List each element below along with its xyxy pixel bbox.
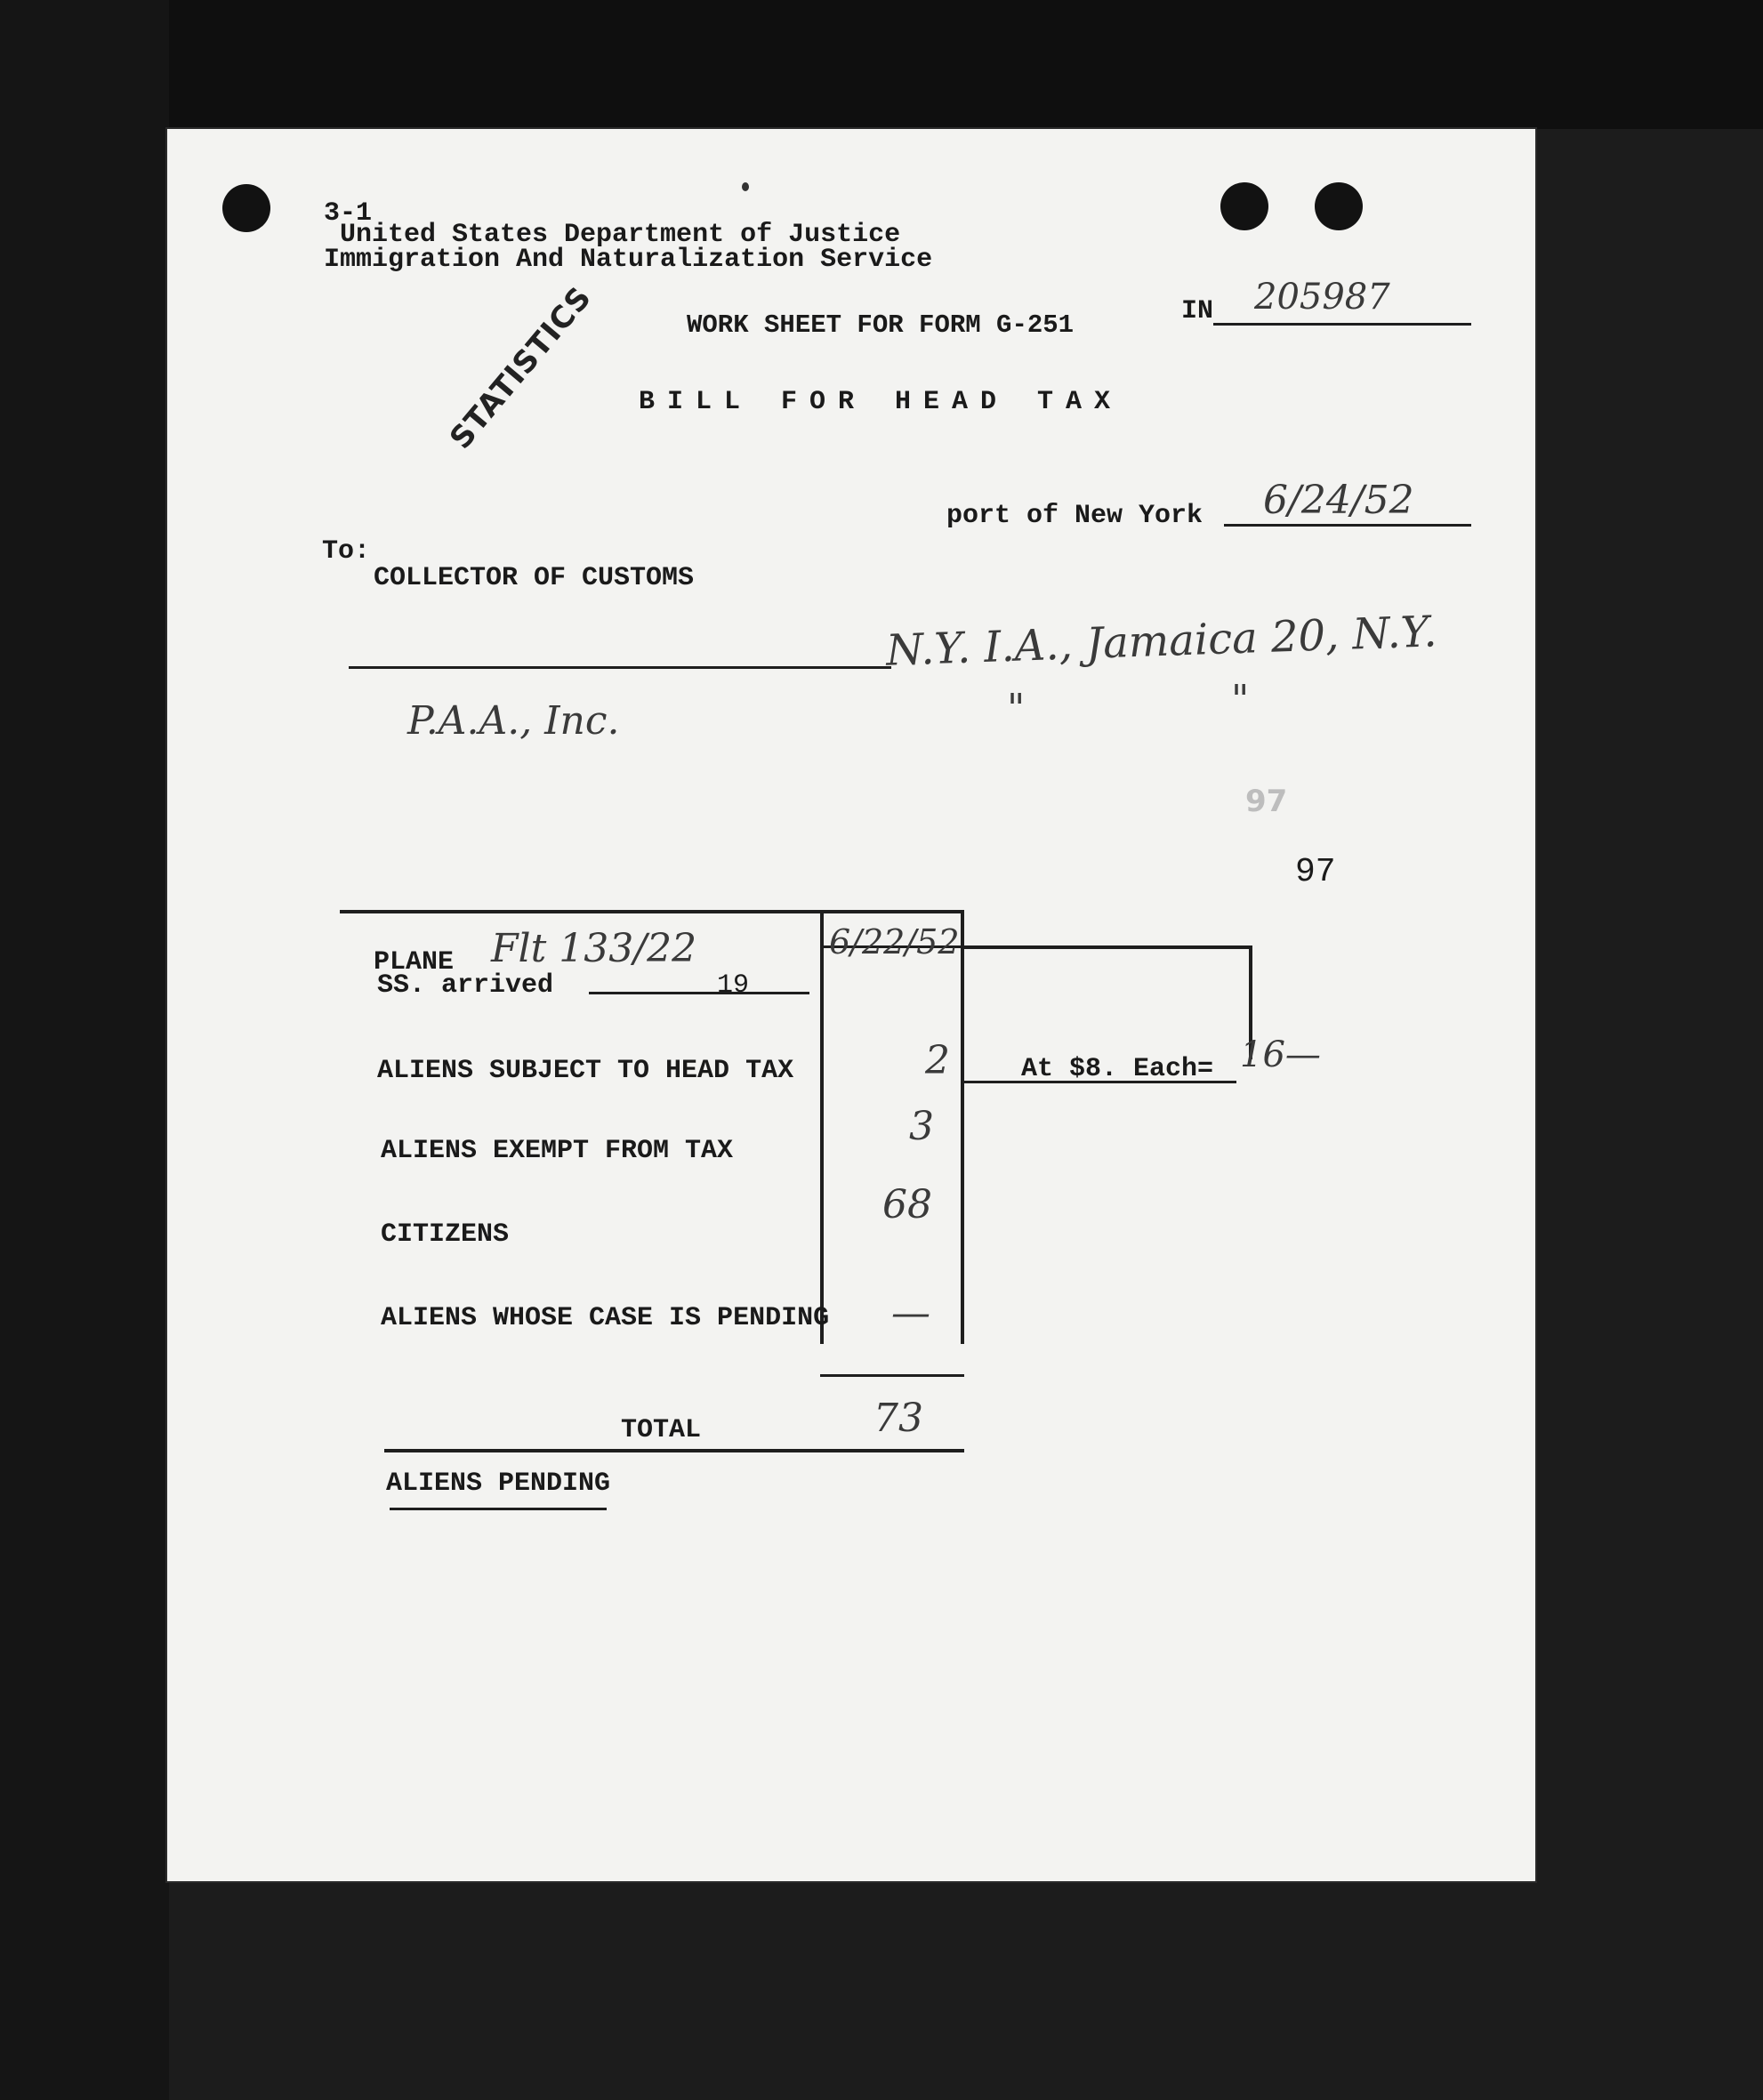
punch-hole-left [222, 184, 270, 232]
row-aliens-subject-label: ALIENS SUBJECT TO HEAD TAX [377, 1056, 794, 1086]
ink-dot [742, 182, 749, 191]
table-top-rule [340, 910, 962, 913]
rate-label: At $8. Each= [1021, 1054, 1214, 1084]
statistics-stamp: STATISTICS [443, 279, 600, 456]
worksheet-title: WORK SHEET FOR FORM G-251 [687, 310, 1075, 340]
plane-flight: Flt 133/22 [491, 926, 697, 971]
form-code: 3-1 [324, 198, 373, 229]
ss-underline [589, 992, 809, 994]
row-aliens-exempt-label: ALIENS EXEMPT FROM TAX [381, 1136, 734, 1166]
port-date: 6/24/52 [1263, 478, 1414, 523]
row-aliens-exempt-value: 3 [909, 1104, 934, 1149]
punch-hole-right-1 [1220, 182, 1268, 230]
recipient: COLLECTOR OF CUSTOMS [374, 563, 695, 593]
faint-number: 97 [1245, 784, 1288, 819]
page-number: 97 [1295, 853, 1336, 891]
bill-title: BILL FOR HEAD TAX [639, 387, 1123, 417]
recipient-underline [349, 666, 891, 669]
port-label: port of New York [946, 501, 1204, 531]
punch-hole-right-2 [1315, 182, 1363, 230]
rate-box-top [964, 945, 1251, 949]
ss-arrived-label: SS. arrived [377, 970, 554, 1001]
pending-underline [390, 1508, 607, 1510]
file-number: 205987 [1254, 277, 1390, 318]
file-number-underline [1213, 323, 1471, 326]
count-column-left [820, 910, 824, 1344]
ss-year: 19 [717, 970, 750, 1001]
rate-total: 16— [1240, 1034, 1321, 1075]
count-column-right [961, 910, 964, 1344]
arrival-date: 6/22/52 [829, 922, 960, 961]
document-page [167, 129, 1535, 1881]
row-aliens-subject-value: 2 [925, 1038, 950, 1083]
total-value: 73 [873, 1396, 923, 1441]
airport-handwritten: N.Y. I.A., Jamaica 20, N.Y. [885, 607, 1438, 676]
row-citizens-label: CITIZENS [381, 1219, 510, 1250]
total-rule [384, 1449, 964, 1452]
file-prefix: IN [1181, 296, 1214, 326]
row-citizens-value: 68 [882, 1182, 932, 1227]
ditto-mark-1: " [1007, 686, 1026, 731]
aliens-pending-label: ALIENS PENDING [386, 1468, 611, 1499]
to-label: To: [322, 536, 371, 567]
count-column-total-divider [820, 1374, 964, 1377]
film-border-top [0, 0, 1763, 129]
port-date-underline [1224, 524, 1471, 527]
ditto-mark-2: " [1231, 677, 1250, 722]
service-name: Immigration And Naturalization Service [324, 245, 933, 275]
row-pending-value: — [891, 1291, 930, 1336]
plane-label: PLANE [374, 947, 455, 978]
carrier-handwritten: P.A.A., Inc. [407, 698, 620, 744]
film-border-left [0, 0, 169, 2100]
total-label: TOTAL [621, 1415, 702, 1445]
row-pending-label: ALIENS WHOSE CASE IS PENDING [381, 1303, 830, 1333]
department-name: United States Department of Justice [340, 220, 901, 250]
